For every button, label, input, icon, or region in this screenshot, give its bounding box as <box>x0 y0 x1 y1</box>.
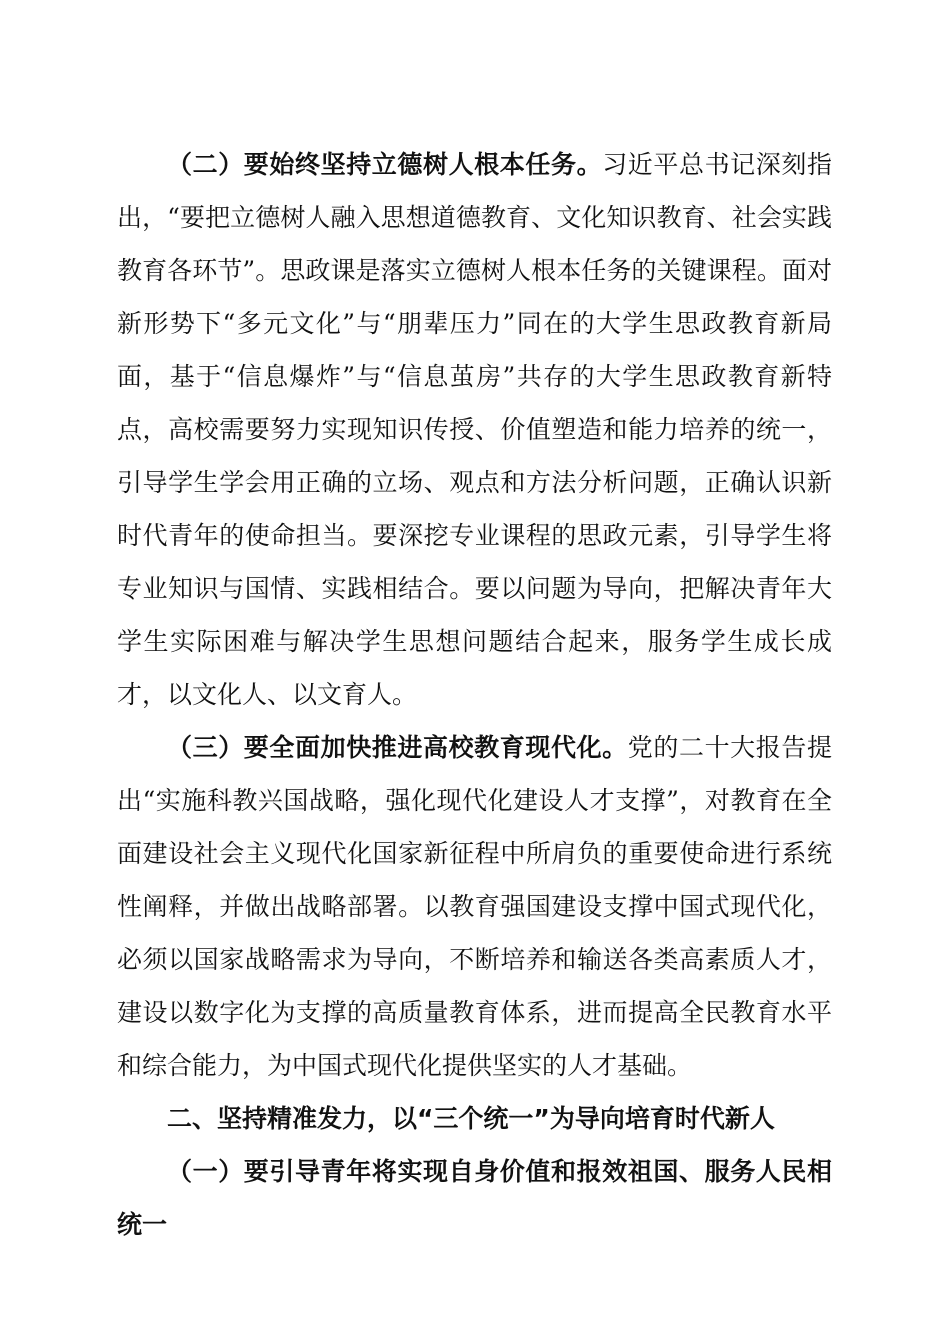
subheading-youth-values: （一）要引导青年将实现自身价值和报效祖国、服务人民相统一 <box>117 1157 832 1239</box>
paragraph-lead-moral-education: （二）要始终坚持立德树人根本任务。 <box>167 150 603 179</box>
section-heading: 二、坚持精准发力，以“三个统一”为导向培育时代新人 <box>167 1104 775 1133</box>
document-body <box>117 138 832 1251</box>
paragraph-lead-education-modernization: （三）要全面加快推进高校教育现代化。 <box>167 733 628 762</box>
paragraph-education-modernization <box>117 721 832 1092</box>
paragraph-text-education-modernization: 党的二十大报告提出“实施科教兴国战略，强化现代化建设人才支撑”，对教育在全面建设社会主义现代化国家新征程中所肩负的重要使命进行系统性阐释，并做出战略部署。以教育强国建设支撑中国式现代化，必须以国家战略需求为导向，不断培养和输送各类高素质人才，建设以数字化为支撑的高质量教育体系，进而提高全民教育水平和综合能力，为中国式现代化提供坚实的人才基础。 <box>117 733 832 1080</box>
paragraph-text-moral-education: 习近平总书记深刻指出，“要把立德树人融入思想道德教育、文化知识教育、社会实践教育各环节”。思政课是落实立德树人根本任务的关键课程。面对新形势下“多元文化”与“朋辈压力”同在的大学生思政教育新局面，基于“信息爆炸”与“信息茧房”共存的大学生思政教育新特点，高校需要努力实现知识传授、价值塑造和能力培养的统一，引导学生学会用正确的立场、观点和方法分析问题，正确认识新时代青年的使命担当。要深挖专业课程的思政元素，引导学生将专业知识与国情、实践相结合。要以问题为导向，把解决青年大学生实际困难与解决学生思想问题结合起来，服务学生成长成才，以文化人、以文育人。 <box>117 150 832 709</box>
paragraph-moral-education <box>117 138 832 721</box>
